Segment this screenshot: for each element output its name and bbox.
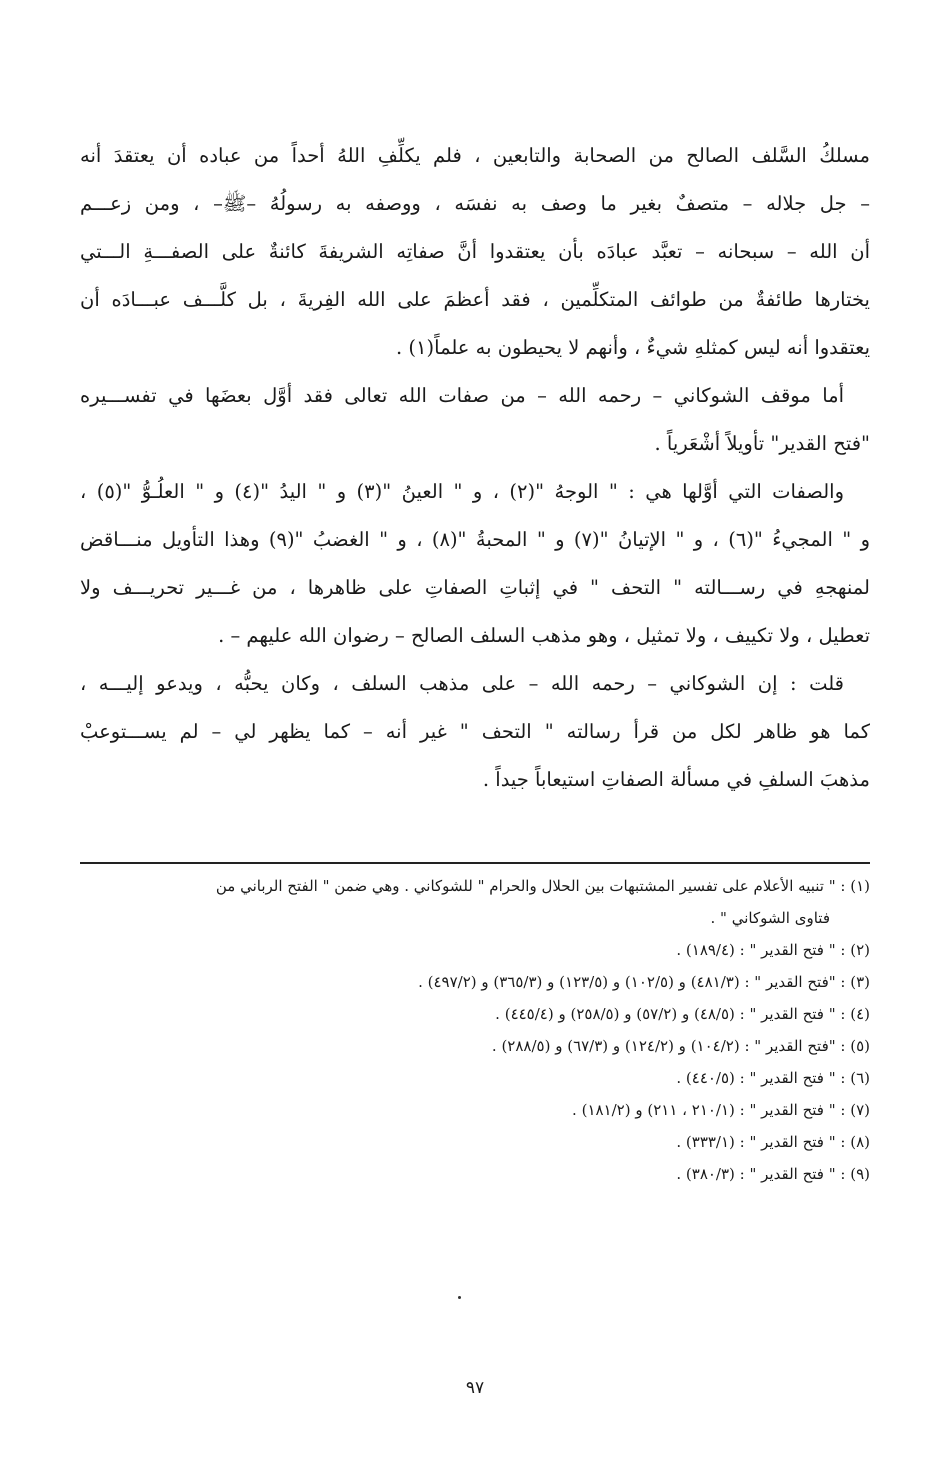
text-line: قلت : إن الشوكاني – رحمه الله – على مذهب السلف ، وكان يحبُّه ، ويدعو إليـــه ، [80, 672, 844, 695]
text-line: – جل جلاله – متصفٌ بغير ما وصف به نفسَه ، ووصفه به رسولُهُ –ﷺ– ، ومن زعـــم [80, 192, 870, 215]
footnote: (٤) : " فتح القدير " : (٤٨/٥) و (٥٧/٢) و (٢٥٨/٥) و (٤٤٥/٤) . [495, 1005, 870, 1023]
footnote-separator [80, 862, 870, 864]
footnote: (٢) : " فتح القدير " : (١٨٩/٤) . [676, 941, 870, 959]
main-text [80, 132, 870, 804]
text-line: والصفات التي أوَّلها هي : " الوجهُ "(٢) ، و " العينُ "(٣) و " اليدُ "(٤) و " العلُـوُّ "(٥) ، [80, 480, 844, 503]
footnote: (٦) : " فتح القدير " : (٤٤٠/٥) . [676, 1069, 870, 1087]
text-line: يختارها طائفةٌ من طوائف المتكلِّمين ، فقد أعظمَ على الله الفِريةَ ، بل كلَّـــف عبـــادَه أن [80, 288, 870, 311]
footnote: (٥) : "فتح القدير " : (١٠٤/٢) و (١٢٤/٢) و (٦٧/٣) و (٢٨٨/٥) . [491, 1037, 870, 1055]
text-line: و " المجيءُ "(٦) ، و " الإتيانُ "(٧) و " المحبةُ "(٨) ، و " الغضبُ "(٩) وهذا التأويل منـــاقض [80, 528, 870, 551]
text-line: أن الله – سبحانه – تعبَّد عبادَه بأن يعتقدوا أنَّ صفاتِه الشريفةَ كائنةٌ على الصفـــةِ الـــتي [80, 240, 870, 263]
text-line: لمنهجهِ في رســـالته " التحف " في إثباتِ الصفاتِ على ظاهرها ، من غـــير تحريـــف ولا [80, 576, 870, 599]
text-line: يعتقدوا أنه ليس كمثلهِ شيءٌ ، وأنهم لا يحيطون به علماً(١) . [396, 336, 870, 359]
text-line: تعطيل ، ولا تكييف ، ولا تمثيل ، وهو مذهب السلف الصالح – رضوان الله عليهم – . [218, 624, 870, 647]
footnotes [80, 870, 870, 1190]
text-line: مسلكُ السَّلف الصالح من الصحابة والتابعين ، فلم يكلِّفِ اللهُ أحداً من عباده أن يعتقدَ أنه [80, 144, 870, 167]
footnote: (٧) : " فتح القدير " : (٢١٠/١ ، ٢١١) و (١٨١/٢) . [572, 1101, 870, 1119]
footnote: (٩) : " فتح القدير " : (٣٨٠/٣) . [676, 1165, 870, 1183]
scan-speck [458, 1296, 461, 1299]
footnote: (١) : " تنبيه الأعلام على تفسير المشتبهات بين الحلال والحرام " للشوكاني . وهي ضمن " الفتح الرباني من [215, 877, 870, 895]
text-line: "فتح القدير" تأويلاً أشْعَرياً . [654, 432, 870, 455]
text-line: مذهبَ السلفِ في مسألة الصفاتِ استيعاباً جيداً . [482, 768, 870, 791]
footnote: (٨) : " فتح القدير " : (٣٣٣/١) . [676, 1133, 870, 1151]
page-number: ٩٧ [465, 1378, 485, 1398]
text-line: أما موقف الشوكاني – رحمه الله – من صفات الله تعالى فقد أوَّل بعضَها في تفســـيره [80, 384, 844, 407]
text-line: كما هو ظاهر لكل من قرأ رسالته " التحف " غير أنه – كما يظهر لي – لم يســـتوعبْ [80, 720, 870, 743]
footnote-continuation: فتاوى الشوكاني " . [710, 909, 830, 927]
footnote: (٣) : "فتح القدير " : (٤٨١/٣) و (١٠٢/٥) و (١٢٣/٥) و (٣٦٥/٣) و (٤٩٧/٢) . [418, 973, 870, 991]
